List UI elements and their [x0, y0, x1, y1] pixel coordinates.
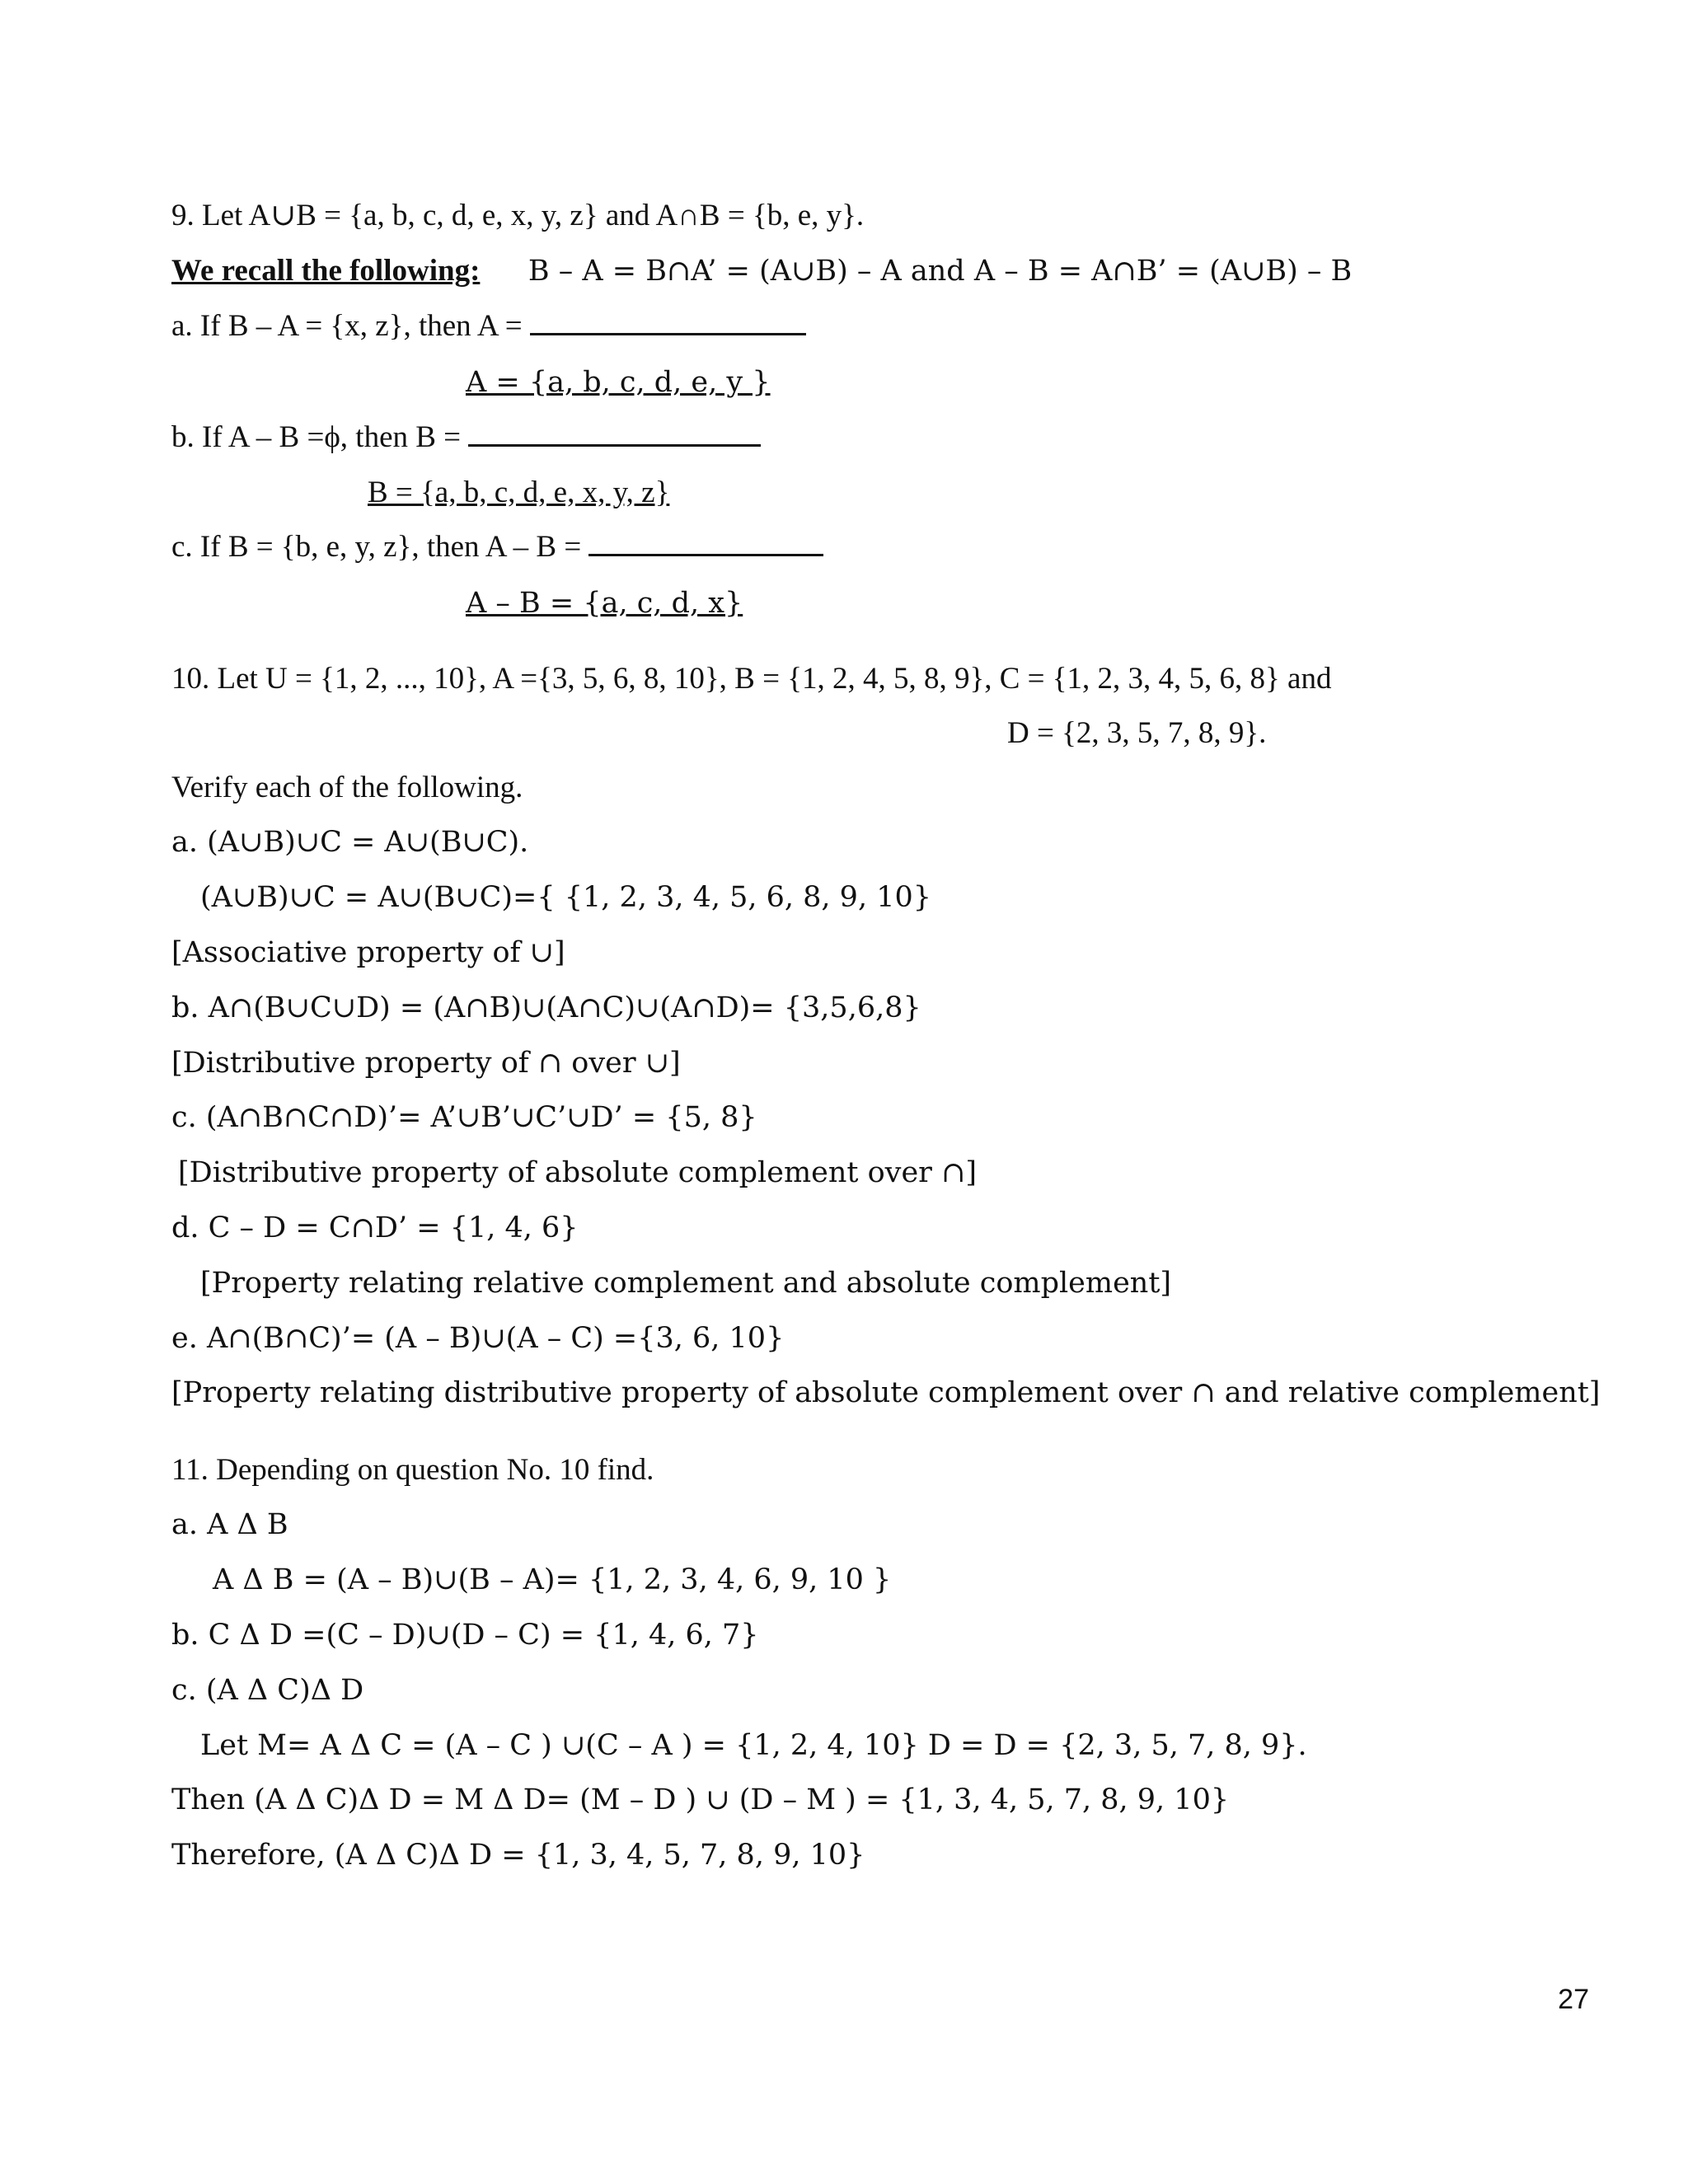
q9-a-answer: A = {a, b, c, d, e, y } [466, 366, 771, 399]
q9-c-question: c. If B = {b, e, y, z}, then A – B = [171, 530, 582, 564]
q9-a-row [171, 307, 806, 346]
q10-d-property: [Property relating relative complement and absolute complement] [200, 1267, 1172, 1300]
q10-d-question: d. C – D = C∩D’ = {1, 4, 6} [171, 1212, 579, 1244]
q10-b-property: [Distributive property of ∩ over ∪] [171, 1047, 681, 1080]
q11-a-question: a. A Δ B [171, 1508, 288, 1541]
q9-b-answer: B = {a, b, c, d, e, x, y, z} [368, 476, 670, 509]
q9-c-row [171, 527, 823, 567]
q10-a-question: a. (A∪B)∪C = A∪(B∪C). [171, 826, 529, 859]
q11-c-question: c. (A Δ C)Δ D [171, 1674, 364, 1707]
q11-c-therefore: Therefore, (A Δ C)Δ D = {1, 3, 4, 5, 7, 8, 9, 10} [171, 1839, 865, 1872]
q10-verify: Verify each of the following. [171, 771, 523, 804]
page-number: 27 [1558, 1984, 1589, 2015]
q10-b-question: b. A∩(B∪C∪D) = (A∩B)∪(A∩C)∪(A∩D)= {3,5,6,8} [171, 991, 921, 1024]
q9-b-row [171, 418, 761, 457]
q10-a-answer: (A∪B)∪C = A∪(B∪C)={ {1, 2, 3, 4, 5, 6, 8, 9, 10} [200, 881, 931, 914]
q9-recall-row [171, 251, 1352, 291]
q11-a-answer: A Δ B = (A – B)∪(B – A)= {1, 2, 3, 4, 6, 9, 10 } [213, 1563, 892, 1596]
q11-c-let: Let M= A Δ C = (A – C ) ∪(C – A ) = {1, 2, 4, 10} D = D = {2, 3, 5, 7, 8, 9}. [200, 1729, 1307, 1762]
q9-recall-label: We recall the following: [171, 254, 481, 288]
q11-c-then: Then (A Δ C)Δ D = M Δ D= (M – D ) ∪ (D – M ) = {1, 3, 4, 5, 7, 8, 9, 10} [171, 1783, 1230, 1816]
q10-e-question: e. A∩(B∩C)’= (A – B)∪(A – C) ={3, 6, 10} [171, 1322, 785, 1355]
q9-a-question: a. If B – A = {x, z}, then A = [171, 309, 523, 343]
q9-recall-formulas: B – A = B∩A’ = (A∪B) – A and A – B = A∩B’ = (A∪B) – B [528, 255, 1353, 288]
q10-title-cont: D = {2, 3, 5, 7, 8, 9}. [1007, 716, 1267, 750]
q9-title: 9. Let A∪B = {a, b, c, d, e, x, y, z} and A∩B = {b, e, y}. [171, 199, 865, 232]
q10-c-question: c. (A∩B∩C∩D)’= A’∪B’∪C’∪D’ = {5, 8} [171, 1101, 757, 1134]
q10-c-property: [Distributive property of absolute complement over ∩] [178, 1156, 977, 1189]
q10-a-property: [Associative property of ∪] [171, 936, 565, 969]
q9-c-answer: A – B = {a, c, d, x} [466, 587, 743, 620]
q10-e-property: [Property relating distributive property of absolute complement over ∩ and relative complement] [171, 1376, 1601, 1409]
q11-b-question: b. C Δ D =(C – D)∪(D – C) = {1, 4, 6, 7} [171, 1619, 759, 1652]
answer-blank [468, 438, 761, 447]
q9-b-question: b. If A – B =ϕ, then B = [171, 420, 462, 454]
answer-blank [588, 547, 823, 556]
q11-title: 11. Depending on question No. 10 find. [171, 1453, 654, 1487]
answer-blank [530, 326, 806, 335]
q10-title: 10. Let U = {1, 2, ..., 10}, A ={3, 5, 6, 8, 10}, B = {1, 2, 4, 5, 8, 9}, C = {1, 2, 3, 4, 5, 6, 8} and [171, 662, 1332, 696]
